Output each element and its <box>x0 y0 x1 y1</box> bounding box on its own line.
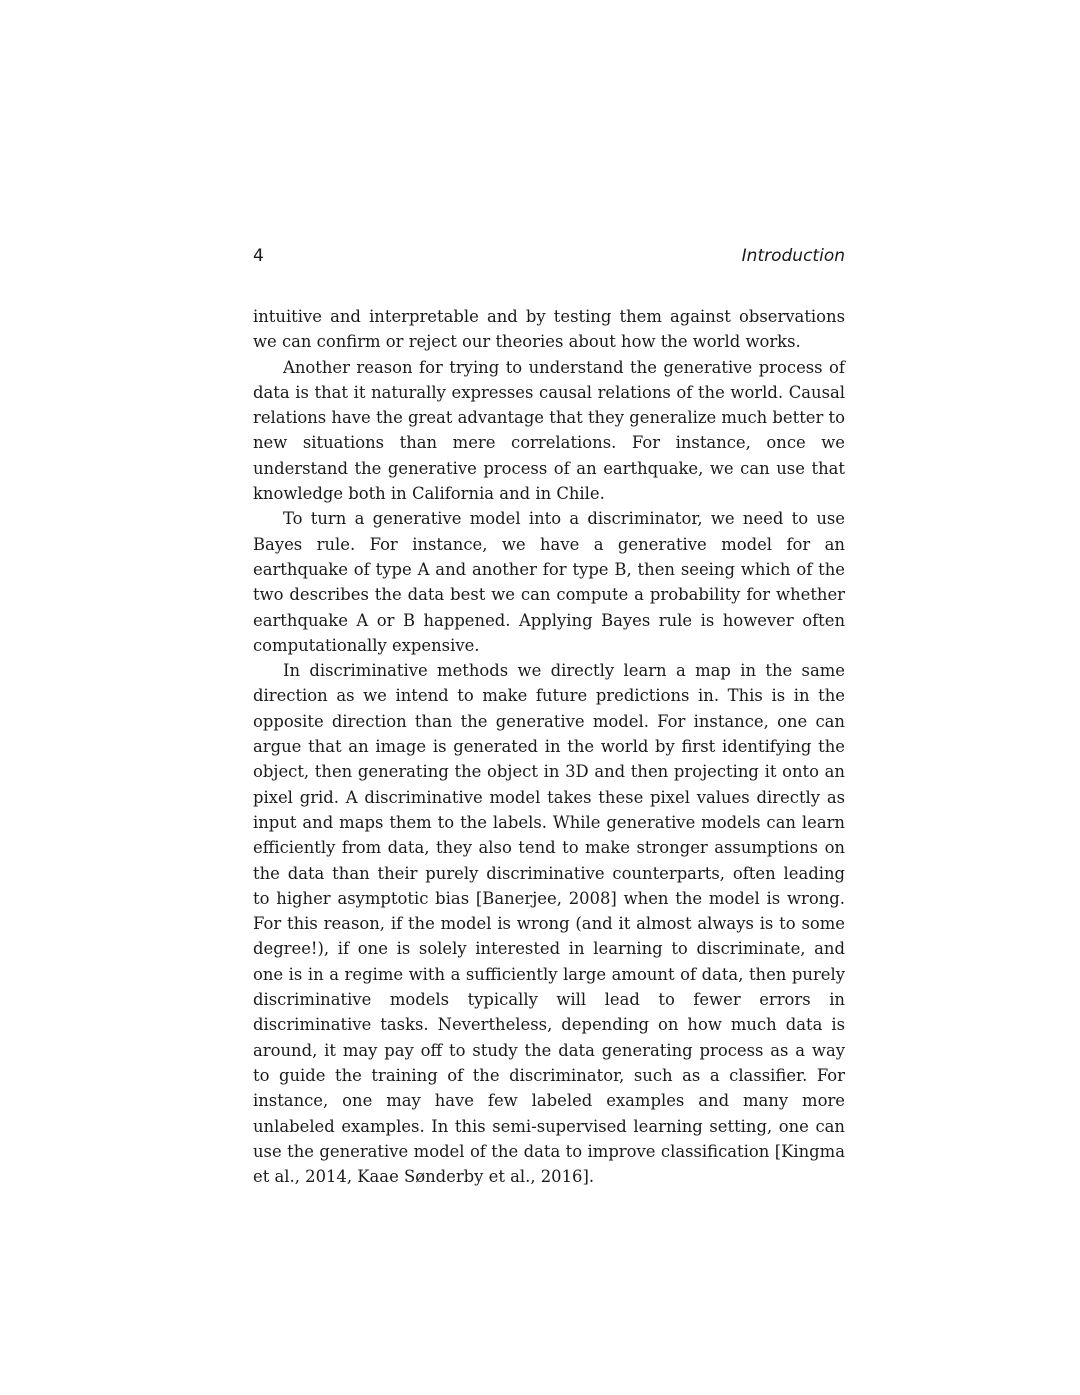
running-title: Introduction <box>741 246 845 266</box>
paragraph-causal-relations: Another reason for trying to understand the generative process of data is that it naturally expresses causal relations of the world. Causal relations have the great advantage that they generalize much better to new situations than mere correlations. For instance, once we understand the generative process of an earthquake, we can use that knowledge both in California and in Chile. <box>253 357 845 504</box>
paragraph-discriminative-methods: In discriminative methods we directly learn a map in the same direction as we intend to make future predictions in. This is in the opposite direction than the generative model. For instance, one can argue that an image is generated in the world by first identifying the object, then generating the object in 3D and then projecting it onto an pixel grid. A discriminative model takes these pixel values directly as input and maps them to the labels. While generative models can learn efficiently from data, they also tend to make stronger assumptions on the data than their purely discriminative counterparts, often leading to higher asymptotic bias [Banerjee, 2008] when the model is wrong. For this reason, if the model is wrong (and it almost always is to some degree!), if one is solely interested in learning to discriminate, and one is in a regime with a sufficiently large amount of data, then purely discriminative models typically will lead to fewer errors in discriminative tasks. Nevertheless, depending on how much data is around, it may pay off to study the data generating process as a way to guide the training of the discriminator, such as a classifier. For instance, one may have few labeled examples and many more unlabeled examples. In this semi-supervised learning setting, one can use the generative model of the data to improve classification [Kingma et al., 2014, Kaae Sønderby et al., 2016]. <box>253 661 845 1187</box>
page-number: 4 <box>253 246 264 266</box>
paragraph-continuation: intuitive and interpretable and by testing them against observations we can confirm or reject our theories about how the world works. <box>253 307 845 352</box>
running-head <box>253 246 845 272</box>
body-text <box>253 304 845 1189</box>
paragraph-bayes-rule: To turn a generative model into a discriminator, we need to use Bayes rule. For instance, we have a generative model for an earthquake of type A and another for type B, then seeing which of the two describes the data best we can compute a probability for whether earthquake A or B happened. Applying Bayes rule is however often computationally expensive. <box>253 509 845 655</box>
